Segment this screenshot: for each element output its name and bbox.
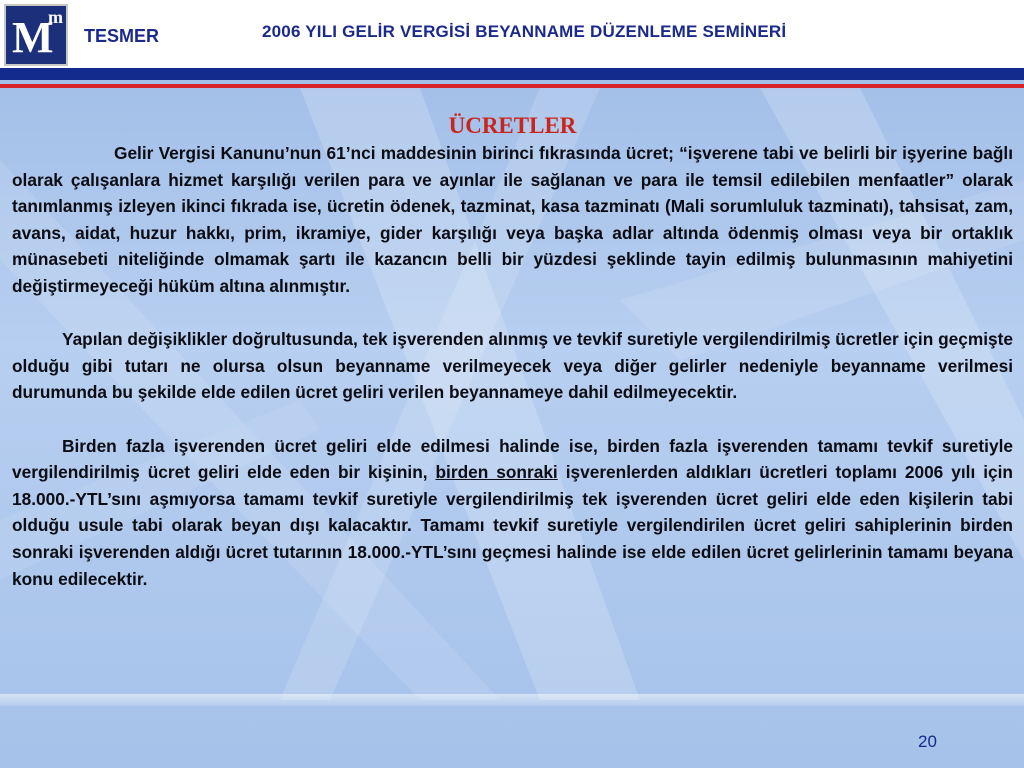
- slide-content: [12, 112, 1013, 592]
- logo-letter-small: m: [48, 7, 63, 27]
- seminar-title: 2006 YILI GELİR VERGİSİ BEYANNAME DÜZENLEME SEMİNERİ: [262, 22, 787, 41]
- page-number: 20: [918, 732, 937, 751]
- paragraph-spacer: [12, 300, 1013, 327]
- brand-name: TESMER: [84, 26, 160, 46]
- paragraph-3-text-a: Birden fazla işverenden ücret geliri elde edilmesi halinde ise, birden fazla işverenden tamamı tevkif suretiyle vergilendirilmiş ücret geliri elde eden bir kişinin,: [12, 435, 1013, 483]
- header-red-line: [0, 84, 1024, 88]
- logo-letter-large: M: [12, 13, 54, 62]
- paragraph-3-text-b: işverenlerden aldıkları ücretleri toplamı 2006 yılı için 18.000.-YTL’sını aşmıyorsa tamamı tevkif suretiyle vergilendirilmiş tek işverenden ücret geliri elde eden kişilerin tabi olduğu usule tabi olarak beyan dışı kalacaktır. Tamamı tevkif suretiyle vergilendirilen ücret geliri sahiplerinin birden sonraki işverenden aldığı ücret tutarının 18.000.-YTL’sını geçmesi halinde ise elde edilen ücret gelirlerinin tamamı beyana konu edilecektir.: [12, 462, 1013, 589]
- company-logo: [4, 4, 68, 66]
- paragraph-1: Gelir Vergisi Kanunu’nun 61’nci maddesinin birinci fıkrasında ücret; “işverene tabi ve belirli bir işyerine bağlı olarak çalışanlara hizmet karşılığı verilen para ve ayınlar ile sağlanan ve para ile temsil edilebilen menfaatler” olarak tanımlanmış izleyen ikinci fıkrada ise, ücretin ödenek, tazminat, kasa tazminatı (Mali sorumluluk tazminatı), tahsisat, zam, avans, aidat, huzur hakkı, prim, ikramiye, gider karşılığı veya başka adlar altında ödenmiş olması veya bir ortaklık münasebeti niteliğinde olmamak şartı ile kazancın belli bir yüzdesi şeklinde tayin edilmiş bulunmasının mahiyetini değiştirmeyeceği hüküm altına alınmıştır.: [12, 143, 1013, 296]
- slide-header: [0, 0, 1024, 68]
- header-blue-bar: [0, 68, 1024, 80]
- paragraph-3: [12, 433, 1013, 593]
- footer-band: [0, 694, 1024, 706]
- paragraph-2: Yapılan değişiklikler doğrultusunda, tek işverenden alınmış ve tevkif suretiyle vergilendirilmiş ücretler için geçmişte olduğu gibi tutarı ne olursa olsun beyanname verilmeyecek veya diğer gelirler nedeniyle beyanname verilmesi durumunda bu şekilde elde edilen ücret geliri verilen beyannameye dahil edilmeyecektir.: [12, 329, 1013, 403]
- slide-title: ÜCRETLER: [448, 113, 577, 138]
- paragraph-spacer: [12, 406, 1013, 433]
- paragraph-3-underlined: birden sonraki: [435, 462, 558, 483]
